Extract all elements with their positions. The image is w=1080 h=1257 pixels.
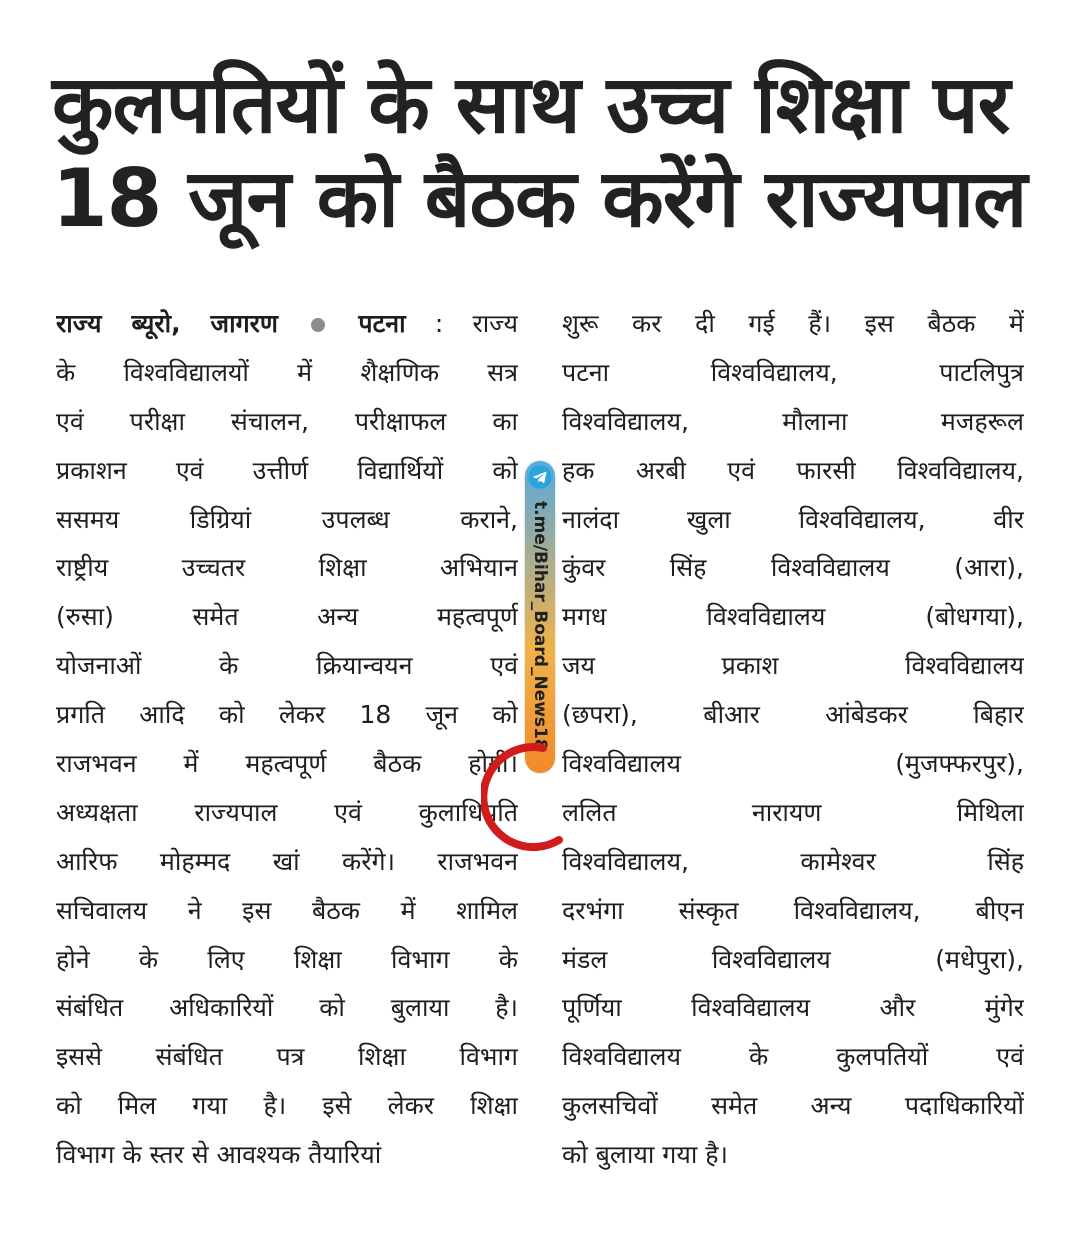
article-line: के विश्वविद्यालयों में शैक्षणिक सत्र bbox=[56, 357, 518, 387]
byline-city: पटना bbox=[358, 309, 406, 338]
article-line: संबंधित अधिकारियों को बुलाया है। bbox=[56, 993, 518, 1023]
article-line: इससे संबंधित पत्र शिक्षा विभाग bbox=[56, 1042, 518, 1072]
headline-line-1: कुलपतियों के साथ उच्च शिक्षा पर bbox=[52, 58, 1010, 151]
headline-line-2: 18 जून को बैठक करेंगे राज्यपाल bbox=[52, 152, 1027, 245]
article-line: आरिफ मोहम्मद खां करेंगे। राजभवन bbox=[56, 846, 518, 876]
article-line: जय प्रकाश विश्वविद्यालय bbox=[562, 651, 1024, 681]
article-line: दरभंगा संस्कृत विश्वविद्यालय, बीएन bbox=[562, 895, 1024, 925]
article-line: हक अरबी एवं फारसी विश्वविद्यालय, bbox=[562, 455, 1024, 485]
article-line: मगध विश्वविद्यालय (बोधगया), bbox=[562, 602, 1024, 632]
article-line: नालंदा खुला विश्वविद्यालय, वीर bbox=[562, 504, 1024, 534]
article-line: विश्वविद्यालय (मुजफ्फरपुर), bbox=[562, 749, 1024, 779]
article-column-left bbox=[56, 300, 518, 1180]
article-line: शुरू कर दी गई हैं। इस बैठक में bbox=[562, 309, 1024, 338]
article-line: प्रगति आदि को लेकर 18 जून को bbox=[56, 700, 518, 730]
article-line: योजनाओं के क्रियान्वयन एवं bbox=[56, 651, 518, 681]
article-column-right bbox=[562, 300, 1024, 1180]
article-line: ललित नारायण मिथिला bbox=[562, 797, 1024, 827]
telegram-watermark[interactable] bbox=[525, 461, 555, 773]
headline bbox=[52, 58, 1032, 246]
watermark-link-text: t.me/Bihar_Board_News18 bbox=[530, 501, 550, 751]
article-line: कुंवर सिंह विश्वविद्यालय (आरा), bbox=[562, 553, 1024, 583]
article-line: ससमय डिग्रियां उपलब्ध कराने, bbox=[56, 504, 518, 534]
article-line: कुलसचिवों समेत अन्य पदाधिकारियों bbox=[562, 1091, 1024, 1121]
article-line: पटना विश्वविद्यालय, पाटलिपुत्र bbox=[562, 357, 1024, 387]
telegram-icon bbox=[528, 465, 552, 489]
article-line: राजभवन में महत्वपूर्ण बैठक होगी। bbox=[56, 749, 518, 779]
article-line: विश्वविद्यालय के कुलपतियों एवं bbox=[562, 1042, 1024, 1072]
article-line: विश्वविद्यालय, मौलाना मजहरूल bbox=[562, 406, 1024, 436]
article-line: राष्ट्रीय उच्चतर शिक्षा अभियान bbox=[56, 553, 518, 583]
article-line: को बुलाया गया है। bbox=[562, 1140, 728, 1170]
loading-ring-icon bbox=[481, 740, 565, 860]
article-line: पूर्णिया विश्वविद्यालय और मुंगेर bbox=[562, 993, 1024, 1023]
article-line: (छपरा), बीआर आंबेडकर बिहार bbox=[562, 700, 1024, 730]
byline-line bbox=[56, 300, 518, 349]
article-line: होने के लिए शिक्षा विभाग के bbox=[56, 944, 518, 974]
bullet-icon bbox=[311, 318, 325, 332]
article-line: मंडल विश्वविद्यालय (मधेपुरा), bbox=[562, 944, 1024, 974]
article-line: अध्यक्षता राज्यपाल एवं कुलाधिपति bbox=[56, 797, 518, 827]
byline-source: राज्य ब्यूरो, जागरण bbox=[56, 309, 278, 338]
article-line: प्रकाशन एवं उत्तीर्ण विद्यार्थियों को bbox=[56, 455, 518, 485]
article-line: (रुसा) समेत अन्य महत्वपूर्ण bbox=[56, 602, 518, 632]
article-line: एवं परीक्षा संचालन, परीक्षाफल का bbox=[56, 406, 518, 436]
article-line: सचिवालय ने इस बैठक में शामिल bbox=[56, 895, 518, 925]
article-text: : राज्य bbox=[434, 309, 518, 338]
article-line: विभाग के स्तर से आवश्यक तैयारियां bbox=[56, 1140, 382, 1170]
article-line: विश्वविद्यालय, कामेश्वर सिंह bbox=[562, 846, 1024, 876]
article-line: को मिल गया है। इसे लेकर शिक्षा bbox=[56, 1091, 518, 1121]
